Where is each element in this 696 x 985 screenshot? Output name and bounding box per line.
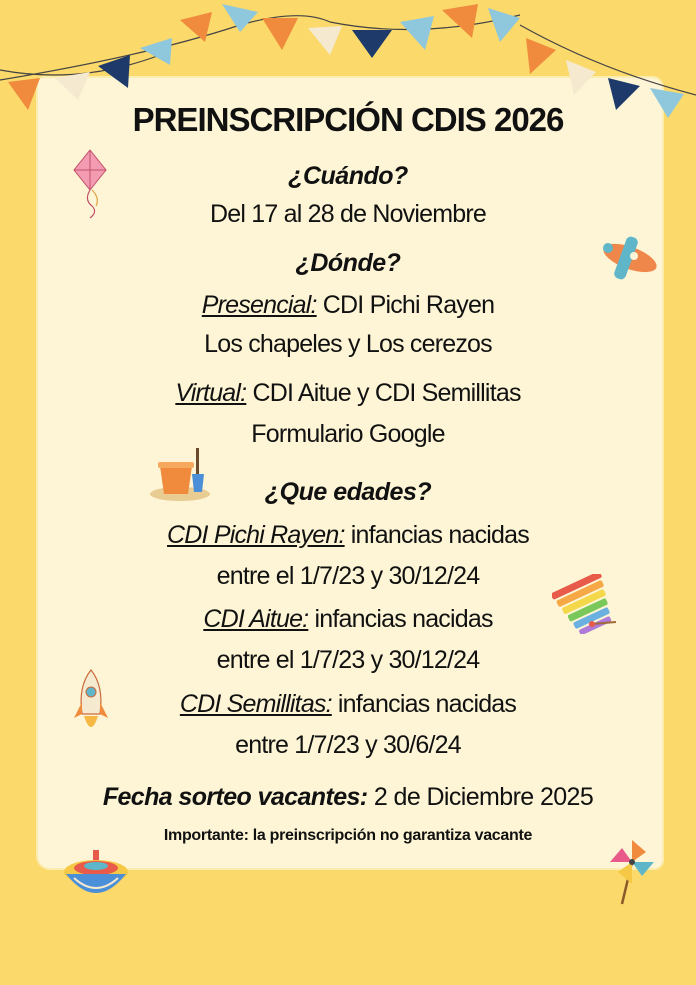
edad-item-range: entre el 1/7/23 y 30/12/24 [216,646,480,674]
edad-item-range: entre 1/7/23 y 30/6/24 [235,731,461,759]
virtual-form: Formulario Google [251,420,445,448]
virtual-line [0,379,696,408]
cuando-dates: Del 17 al 28 de Noviembre [210,200,486,228]
edades-heading: ¿Que edades? [264,478,432,506]
edad-item-text: infancias nacidas [331,690,517,718]
presencial-label: Presencial: [201,291,317,319]
edad-item-label: CDI Pichi Rayen: [167,521,345,549]
edad-item-text: infancias nacidas [308,605,493,633]
edad-item-range: entre el 1/7/23 y 30/12/24 [216,562,480,590]
edad-item-pichi-rayen [0,521,696,550]
presencial-line [0,291,696,320]
virtual-label: Virtual: [175,379,247,407]
importante-note: Importante: la preinscripción no garantiza vacante [163,827,533,844]
spinning-top-icon [60,848,132,912]
page-title: PREINSCRIPCIÓN CDIS 2026 [132,101,564,138]
edad-item-aitue [0,605,696,634]
edad-item-label: CDI Semillitas: [179,690,332,718]
edad-item-semillitas [0,690,696,719]
sorteo-value: 2 de Diciembre 2025 [367,783,594,811]
sorteo-line [0,783,696,812]
presencial-value: CDI Pichi Rayen [316,291,495,319]
edad-item-text: infancias nacidas [344,521,529,549]
donde-heading: ¿Dónde? [295,249,401,277]
sorteo-label: Fecha sorteo vacantes: [102,783,368,811]
cuando-heading: ¿Cuándo? [288,162,408,190]
presencial-locations: Los chapeles y Los cerezos [204,330,492,358]
virtual-value: CDI Aitue y CDI Semillitas [246,379,521,407]
edad-item-label: CDI Aitue: [203,605,309,633]
